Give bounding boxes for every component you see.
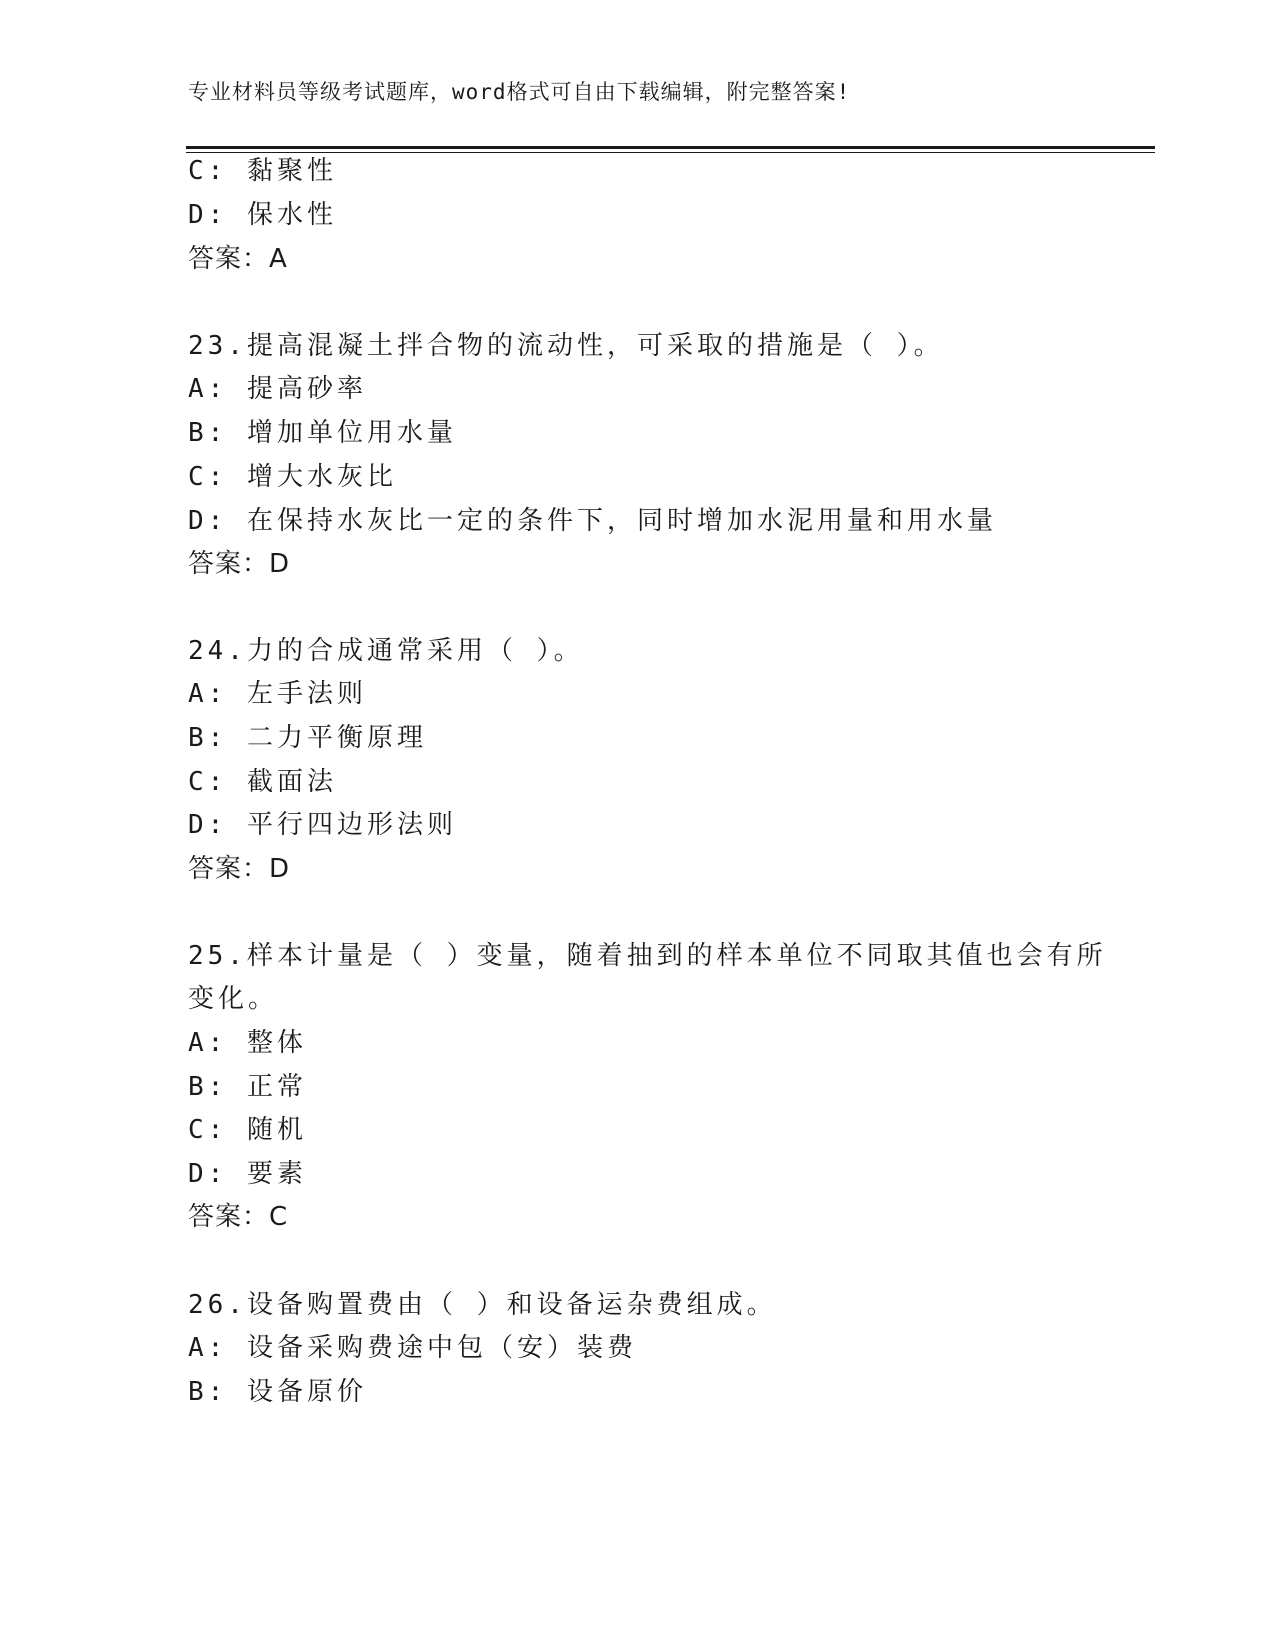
header-rule-thin bbox=[186, 152, 1155, 153]
question-23: 23.提高混凝土拌合物的流动性，可采取的措施是（ ）。 bbox=[188, 331, 944, 361]
option-c: C: 截面法 bbox=[188, 767, 337, 797]
option-a: A: 提高砂率 bbox=[188, 374, 367, 404]
option-b: B: 设备原价 bbox=[188, 1377, 367, 1407]
question-24: 24.力的合成通常采用（ ）。 bbox=[188, 636, 584, 666]
option-b: B: 二力平衡原理 bbox=[188, 723, 427, 753]
option-c: C: 增大水灰比 bbox=[188, 462, 397, 492]
answer-line: 答案：D bbox=[188, 549, 291, 579]
option-d: D: 保水性 bbox=[188, 200, 337, 230]
option-b: B: 正常 bbox=[188, 1072, 307, 1102]
answer-line: 答案：C bbox=[188, 1202, 289, 1232]
question-25: 25.样本计量是（ ）变量，随着抽到的样本单位不同取其值也会有所 bbox=[188, 941, 1107, 971]
option-a: A: 设备采购费途中包（安）装费 bbox=[188, 1333, 637, 1363]
answer-line: 答案：A bbox=[188, 244, 288, 274]
option-d: D: 在保持水灰比一定的条件下，同时增加水泥用量和用水量 bbox=[188, 506, 997, 536]
option-a: A: 左手法则 bbox=[188, 679, 367, 709]
answer-line: 答案：D bbox=[188, 854, 291, 884]
header-rule-thick bbox=[186, 146, 1155, 149]
option-d: D: 平行四边形法则 bbox=[188, 810, 457, 840]
option-c: C: 黏聚性 bbox=[188, 156, 337, 186]
question-26: 26.设备购置费由（ ）和设备运杂费组成。 bbox=[188, 1290, 777, 1320]
option-d: D: 要素 bbox=[188, 1159, 307, 1189]
option-a: A: 整体 bbox=[188, 1028, 307, 1058]
page-header: 专业材料员等级考试题库，word格式可自由下载编辑，附完整答案! bbox=[188, 80, 851, 104]
option-b: B: 增加单位用水量 bbox=[188, 418, 457, 448]
question-25-continuation: 变化。 bbox=[188, 984, 279, 1014]
option-c: C: 随机 bbox=[188, 1115, 307, 1145]
